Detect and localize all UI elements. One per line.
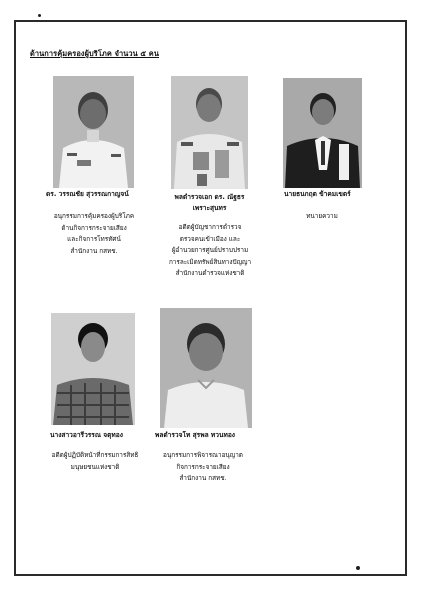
portrait-photo: [283, 78, 362, 188]
description-line: ทนายความ: [306, 212, 338, 220]
person-description: [150, 222, 270, 280]
person-description: [292, 211, 352, 223]
section-heading: ด้านการคุ้มครองผู้บริโภค จำนวน ๕ คน: [30, 49, 159, 58]
scan-speck: [38, 14, 41, 17]
description-line: อนุกรรมการคุ้มครองผู้บริโภค: [53, 212, 135, 220]
portrait-photo: [53, 76, 134, 188]
name-line: เพราะสุนทร: [192, 204, 227, 212]
description-line: กิจการกระจายเสียง: [176, 462, 230, 471]
description-line: อดีตผู้ปฏิบัติหน้าที่กรรมการสิทธิ: [51, 451, 139, 459]
person-name: พลตำรวจโท สุรพล ทวนทอง: [155, 431, 235, 439]
description-line: อดีตผู้บัญชาการตำรวจ: [178, 223, 242, 231]
person-description: [148, 450, 258, 485]
description-line: สำนักงาน กสทช.: [179, 474, 227, 483]
person-description: [35, 450, 155, 473]
description-line: และกิจการโทรทัศน์: [67, 235, 121, 244]
description-line: สำนักงานตำรวจแห่งชาติ: [175, 269, 245, 278]
description-line: ด้านกิจการกระจายเสียง: [61, 223, 127, 232]
portrait-photo: [160, 308, 252, 428]
description-line: ผู้อำนวยการศูนย์ปราบปราม: [171, 246, 249, 255]
description-line: มนุษยชนแห่งชาติ: [70, 462, 120, 471]
person-name: ดร. วรรณชัย สุวรรณกาญจน์: [46, 190, 129, 198]
name-line: พลตำรวจเอก ดร. ณัฐธร: [174, 193, 245, 201]
person-description: [35, 211, 153, 257]
person-name: [171, 192, 248, 214]
person-name: นายธนกฤต ข้าคมเขตร์: [284, 190, 351, 198]
person-name: นางสาวอารีวรรณ จตุทอง: [50, 431, 123, 439]
description-line: การละเมิดทรัพย์สินทางปัญญา: [168, 257, 252, 266]
description-line: อนุกรรมการพิจารณาอนุญาต: [163, 451, 243, 459]
portrait-photo: [171, 76, 248, 189]
description-line: ตรวจคนเข้าเมือง และ: [179, 234, 241, 243]
description-line: สำนักงาน กสทช.: [70, 246, 118, 255]
portrait-photo: [51, 313, 135, 425]
